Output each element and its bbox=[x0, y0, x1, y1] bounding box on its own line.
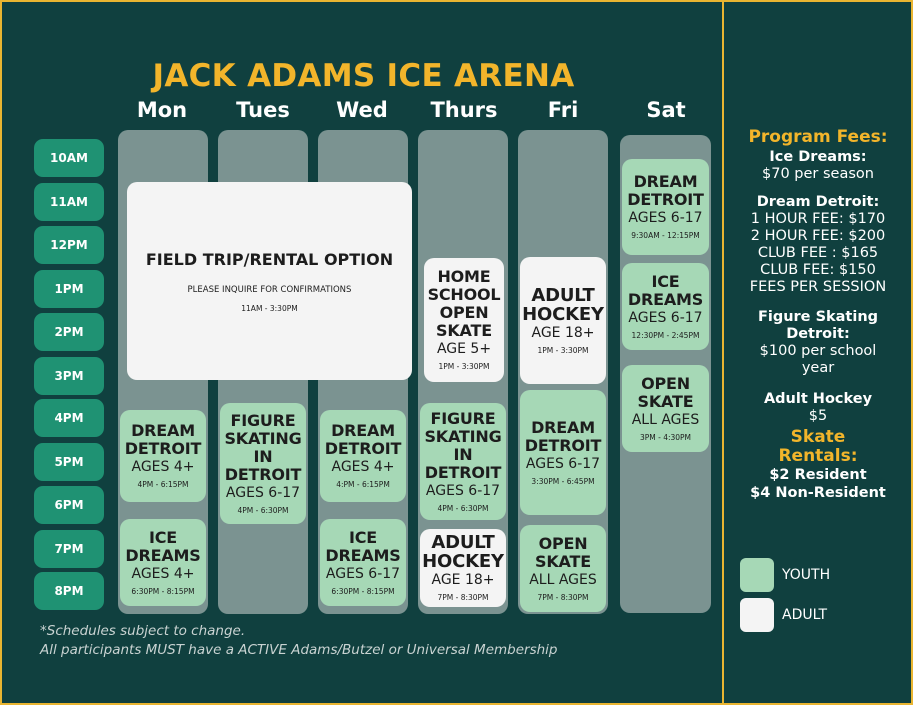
time-label: 2PM bbox=[34, 313, 104, 351]
session-card bbox=[320, 519, 406, 606]
session-ages: AGE 18+ bbox=[531, 324, 595, 341]
day-header-wed: Wed bbox=[336, 98, 388, 122]
day-header-tues: Tues bbox=[236, 98, 290, 122]
rental-line: $2 Resident bbox=[769, 467, 867, 483]
time-label: 5PM bbox=[34, 443, 104, 481]
session-title: ADULT HOCKEY bbox=[522, 284, 604, 325]
fee-line: FEES PER SESSION bbox=[749, 279, 887, 295]
session-time: 9:30AM - 12:15PM bbox=[631, 231, 700, 240]
session-ages: AGES 6-17 bbox=[225, 484, 301, 501]
fee-line: 2 HOUR FEE: $200 bbox=[750, 228, 886, 244]
fee-line: CLUB FEE: $150 bbox=[760, 262, 876, 278]
time-label: 10AM bbox=[34, 139, 104, 177]
note-line: All participants MUST have a ACTIVE Adams/Butzel or Universal Membership bbox=[40, 642, 558, 658]
time-label: 3PM bbox=[34, 357, 104, 395]
field-trip-time: 11AM - 3:30PM bbox=[241, 303, 298, 313]
session-card bbox=[220, 403, 306, 524]
session-title: DREAM DETROIT bbox=[324, 421, 402, 458]
day-header-sat: Sat bbox=[646, 98, 686, 122]
session-card bbox=[120, 519, 206, 606]
session-ages: AGES 6-17 bbox=[628, 210, 703, 226]
time-label: 1PM bbox=[34, 270, 104, 308]
time-label: 11AM bbox=[34, 183, 104, 221]
session-card bbox=[622, 159, 709, 255]
field-trip-card bbox=[127, 182, 412, 380]
session-time: 6:30PM - 8:15PM bbox=[331, 586, 395, 596]
fees-divider bbox=[722, 2, 724, 705]
fee-adult-hockey bbox=[725, 391, 911, 425]
session-title: FIGURE SKATING IN DETROIT bbox=[224, 410, 302, 484]
fee-line: $100 per school year bbox=[759, 343, 877, 376]
session-card bbox=[520, 525, 606, 612]
fee-title: Ice Dreams: bbox=[769, 149, 867, 165]
program-fees-panel bbox=[725, 128, 911, 502]
session-card bbox=[420, 403, 506, 520]
session-card bbox=[622, 263, 709, 350]
session-time: 4PM - 6:30PM bbox=[437, 503, 489, 513]
session-time: 4PM - 6:15PM bbox=[137, 480, 189, 489]
session-time: 3:30PM - 6:45PM bbox=[531, 476, 595, 486]
session-card bbox=[424, 258, 504, 382]
time-label: 7PM bbox=[34, 530, 104, 568]
legend-youth bbox=[740, 558, 830, 592]
field-trip-title: FIELD TRIP/RENTAL OPTION bbox=[145, 249, 394, 269]
fee-dream-detroit bbox=[725, 194, 911, 296]
session-time: 4PM - 6:30PM bbox=[237, 505, 289, 515]
field-trip-subtitle: PLEASE INQUIRE FOR CONFIRMATIONS bbox=[187, 284, 352, 295]
rental-line: $4 Non-Resident bbox=[750, 485, 886, 501]
legend-adult bbox=[740, 598, 827, 632]
session-ages: AGES 6-17 bbox=[325, 565, 401, 582]
fee-ice-dreams bbox=[725, 149, 911, 183]
session-time: 1PM - 3:30PM bbox=[537, 345, 589, 355]
session-card bbox=[520, 390, 606, 515]
time-label: 4PM bbox=[34, 399, 104, 437]
session-time: 1PM - 3:30PM bbox=[438, 362, 490, 371]
session-title: ICE DREAMS bbox=[325, 527, 401, 565]
legend-label: YOUTH bbox=[782, 567, 831, 583]
session-title: ICE DREAMS bbox=[125, 527, 201, 565]
fee-title: Adult Hockey bbox=[763, 391, 873, 407]
fee-title: Dream Detroit: bbox=[756, 194, 880, 210]
note-line: *Schedules subject to change. bbox=[40, 623, 246, 639]
day-header-mon: Mon bbox=[136, 98, 188, 122]
fee-figure-skating bbox=[725, 309, 911, 377]
session-title: ADULT HOCKEY bbox=[422, 532, 504, 572]
session-ages: AGE 18+ bbox=[431, 572, 495, 588]
session-card bbox=[420, 529, 506, 607]
time-label: 8PM bbox=[34, 572, 104, 610]
fee-line: CLUB FEE : $165 bbox=[757, 245, 879, 261]
session-time: 4:PM - 6:15PM bbox=[336, 480, 390, 489]
day-header-fri: Fri bbox=[547, 98, 579, 122]
adult-swatch bbox=[740, 598, 774, 632]
time-label: 6PM bbox=[34, 486, 104, 524]
session-card bbox=[120, 410, 206, 502]
session-ages: ALL AGES bbox=[631, 411, 700, 428]
fees-heading: Program Fees: bbox=[748, 127, 888, 147]
session-card bbox=[320, 410, 406, 502]
session-card bbox=[520, 257, 606, 384]
schedule-notes bbox=[40, 622, 558, 660]
session-ages: AGES 6-17 bbox=[425, 482, 501, 499]
session-title: DREAM DETROIT bbox=[627, 172, 704, 209]
session-title: HOME SCHOOL OPEN SKATE bbox=[427, 267, 501, 340]
session-title: DREAM DETROIT bbox=[524, 417, 602, 455]
session-time: 6:30PM - 8:15PM bbox=[131, 586, 195, 596]
session-time: 3PM - 4:30PM bbox=[639, 432, 692, 442]
session-time: 7PM - 8:30PM bbox=[537, 592, 589, 602]
session-title: ICE DREAMS bbox=[627, 271, 704, 309]
session-ages: AGES 4+ bbox=[331, 459, 395, 475]
session-time: 7PM - 8:30PM bbox=[437, 593, 489, 602]
fee-line: $5 bbox=[808, 408, 828, 424]
day-header-thurs: Thurs bbox=[430, 98, 498, 122]
session-time: 12:30PM - 2:45PM bbox=[631, 330, 700, 340]
youth-swatch bbox=[740, 558, 774, 592]
session-ages: AGES 6-17 bbox=[628, 309, 703, 326]
session-title: FIGURE SKATING IN DETROIT bbox=[424, 408, 502, 482]
fee-line: 1 HOUR FEE: $170 bbox=[750, 211, 886, 227]
session-ages: AGE 5+ bbox=[436, 341, 492, 357]
session-title: OPEN SKATE bbox=[535, 533, 591, 571]
session-ages: AGES 4+ bbox=[131, 459, 195, 475]
page-title: JACK ADAMS ICE ARENA bbox=[152, 58, 575, 94]
session-card bbox=[622, 365, 709, 452]
session-ages: ALL AGES bbox=[529, 571, 597, 588]
time-label: 12PM bbox=[34, 226, 104, 264]
session-ages: AGES 4+ bbox=[131, 565, 195, 582]
rentals-heading: Skate Rentals: bbox=[778, 427, 858, 466]
fee-title: Figure Skating Detroit: bbox=[757, 309, 879, 342]
session-ages: AGES 6-17 bbox=[525, 455, 601, 472]
legend-label: ADULT bbox=[782, 607, 828, 623]
session-title: DREAM DETROIT bbox=[124, 421, 202, 458]
session-title: OPEN SKATE bbox=[637, 373, 694, 411]
fee-line: $70 per season bbox=[762, 166, 874, 182]
